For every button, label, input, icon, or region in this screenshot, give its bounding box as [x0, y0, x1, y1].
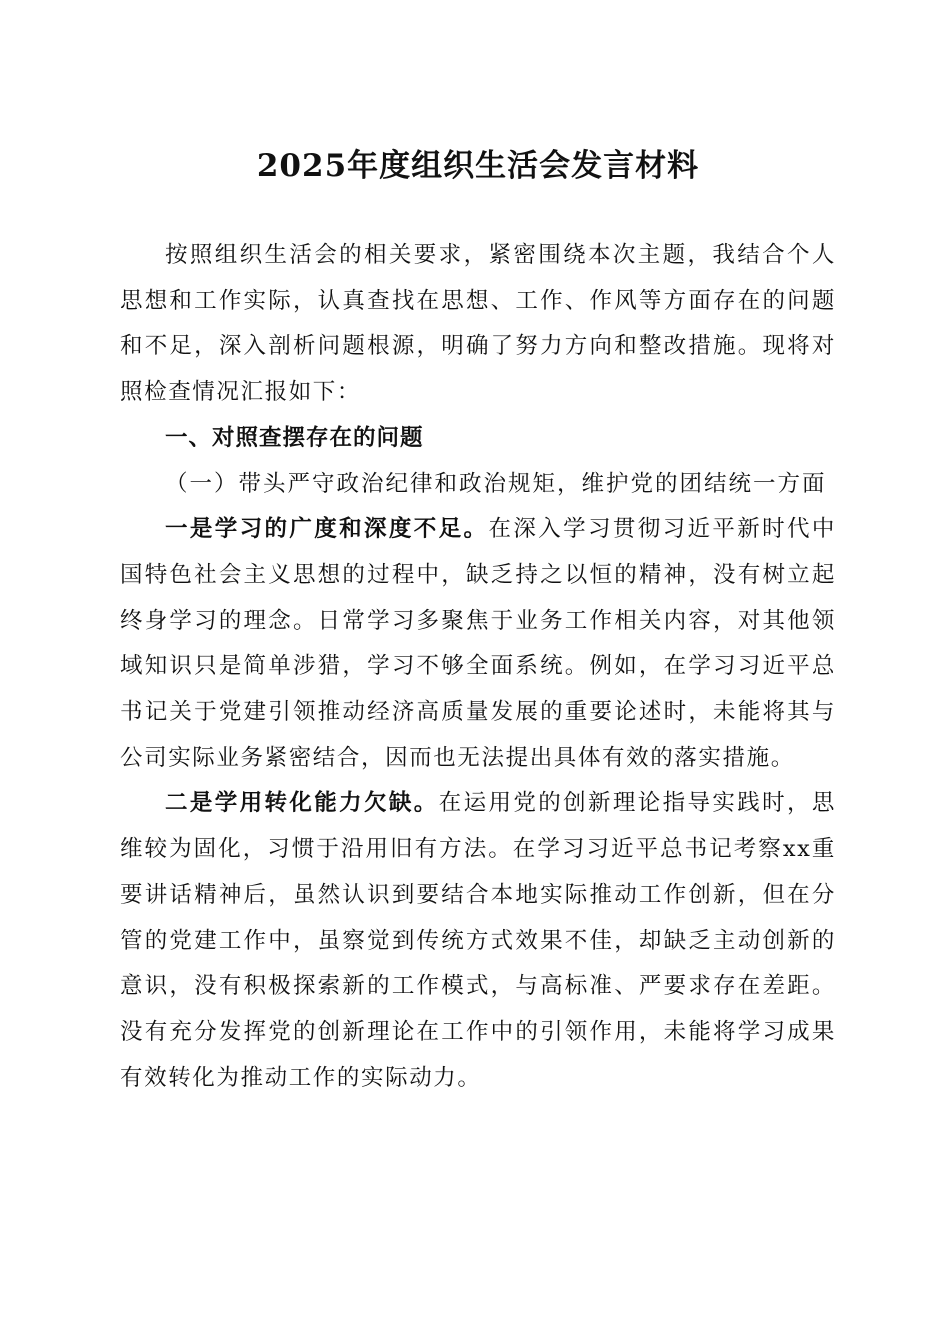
section-heading: 一、对照查摆存在的问题: [165, 424, 424, 451]
subsection-heading: （一）带头严守政治纪律和政治规矩，维护党的团结统一方面: [165, 470, 827, 497]
point-lead-1: 一是学习的广度和深度不足。: [165, 516, 489, 543]
point-lead-2: 二是学用转化能力欠缺。: [165, 790, 439, 817]
point-paragraph-2: [120, 781, 836, 1101]
document-body: [120, 233, 836, 1101]
document-title: 2025年度组织生活会发言材料: [256, 148, 700, 184]
point-text-2: 在运用党的创新理论指导实践时，思维较为固化，习惯于沿用旧有方法。在学习习近平总书记考察xx重要讲话精神后，虽然认识到要结合本地实际推动工作创新，但在分管的党建工作中，虽察觉到传统方式效果不佳，却缺乏主动创新的意识，没有积极探索新的工作模式，与高标准、严要求存在差距。没有充分发挥党的创新理论在工作中的引领作用，未能将学习成果有效转化为推动工作的实际动力。: [120, 790, 836, 1091]
point-text-1: 在深入学习贯彻习近平新时代中国特色社会主义思想的过程中，缺乏持之以恒的精神，没有树立起终身学习的理念。日常学习多聚焦于业务工作相关内容，对其他领域知识只是简单涉猎，学习不够全面系统。例如，在学习习近平总书记关于党建引领推动经济高质量发展的重要论述时，未能将其与公司实际业务紧密结合，因而也无法提出具体有效的落实措施。: [120, 516, 836, 771]
point-paragraph-1: [120, 507, 836, 781]
intro-paragraph: 按照组织生活会的相关要求，紧密围绕本次主题，我结合个人思想和工作实际，认真查找在思想、工作、作风等方面存在的问题和不足，深入剖析问题根源，明确了努力方向和整改措施。现将对照检查情况汇报如下：: [120, 242, 836, 406]
